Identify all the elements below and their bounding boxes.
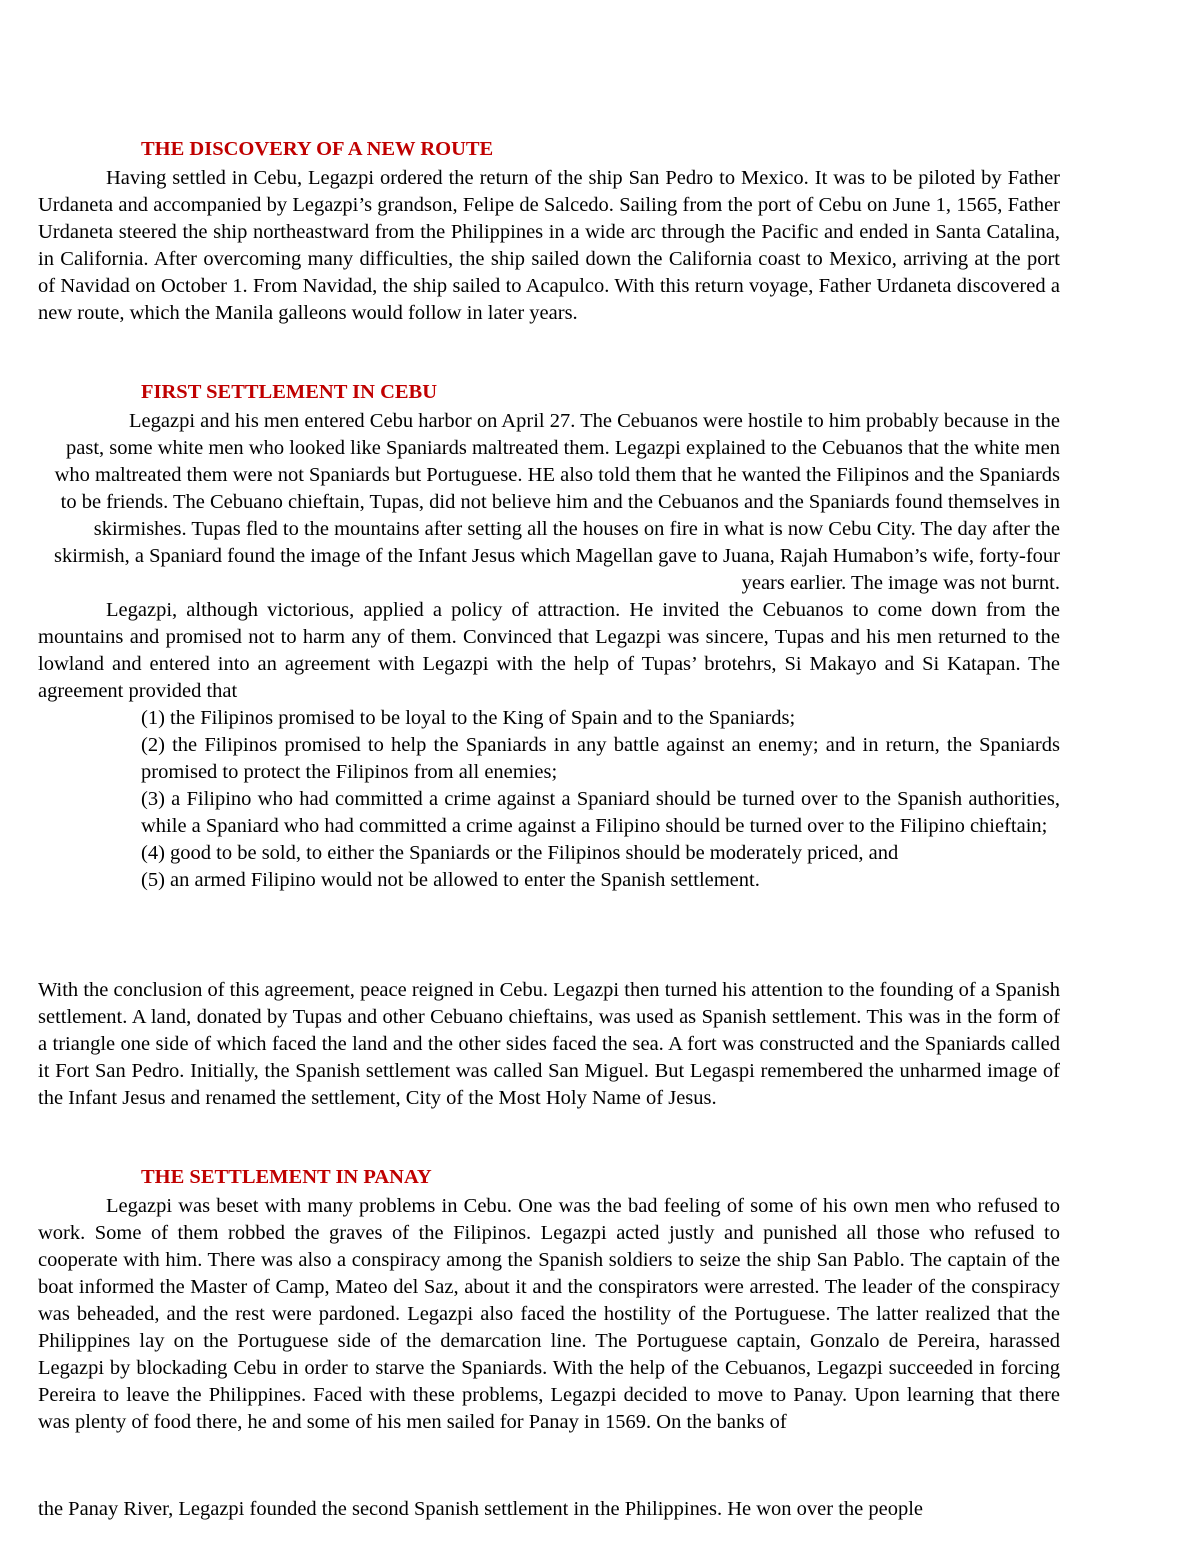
heading-settlement-panay: THE SETTLEMENT IN PANAY xyxy=(141,1166,432,1188)
agreement-list xyxy=(38,705,1060,894)
section-first-settlement xyxy=(38,408,1060,894)
paragraph-panay: Legazpi was beset with many problems in Cebu. One was the bad feeling of some of his own men who refused to work. Some of them robbed the graves of the Filipinos. Legazpi acted justly and punished all those who refused to cooperate with him. There was also a conspiracy among the Spanish soldiers to seize the ship San Pablo. The captain of the boat informed the Master of Camp, Mateo del Saz, about it and the conspirators were arrested. The leader of the conspiracy was beheaded, and the rest were pardoned. Legazpi also faced the hostility of the Portuguese. The latter realized that the Philippines lay on the Portuguese side of the demarcation line. The Portuguese captain, Gonzalo de Pereira, harassed Legazpi by blockading Cebu in order to starve the Spaniards. With the help of the Cebuanos, Legazpi succeeded in forcing Pereira to leave the Philippines. Faced with these problems, Legazpi decided to move to Panay. Upon learning that there was plenty of food there, he and some of his men sailed for Panay in 1569. On the banks of xyxy=(38,1195,1060,1433)
paragraph-policy-of-attraction: Legazpi, although victorious, applied a policy of attraction. He invited the Cebuanos to come down from the mountains and promised not to harm any of them. Convinced that Legazpi was sincere, Tupas and his men returned to the lowland and entered into an agreement with Legazpi with the help of Tupas’ brotehrs, Si Makayo and Si Katapan. The agreement provided that xyxy=(38,599,1060,702)
agreement-item: (5) an armed Filipino would not be allowed to enter the Spanish settlement. xyxy=(141,869,760,891)
heading-first-settlement-cebu: FIRST SETTLEMENT IN CEBU xyxy=(141,381,438,403)
paragraph-cebu-harbor: Legazpi and his men entered Cebu harbor on April 27. The Cebuanos were hostile to him probably because in the past, some white men who looked like Spaniards maltreated them. Legazpi explained to the Cebuanos that the white men who maltreated them were not Spaniards but Portuguese. HE also told them that he wanted the Filipinos and the Spaniards to be friends. The Cebuano chieftain, Tupas, did not believe him and the Cebuanos and the Spaniards found themselves in skirmishes. Tupas fled to the mountains after setting all the houses on fire in what is now Cebu City. The day after the skirmish, a Spaniard found the image of the Infant Jesus which Magellan gave to Juana, Rajah Humabon’s wife, forty-four years earlier. The image was not burnt. xyxy=(54,410,1060,594)
agreement-item: (2) the Filipinos promised to help the Spaniards in any battle against an enemy; and in return, the Spaniards promised to protect the Filipinos from all enemies; xyxy=(141,734,1060,783)
agreement-item: (1) the Filipinos promised to be loyal to the King of Spain and to the Spaniards; xyxy=(141,707,796,729)
paragraph-peace-reigned: With the conclusion of this agreement, peace reigned in Cebu. Legazpi then turned his attention to the founding of a Spanish settlement. A land, donated by Tupas and other Cebuano chieftains, was used as Spanish settlement. This was in the form of a triangle one side of which faced the land and the other sides faced the sea. A fort was constructed and the Spaniards called it Fort San Pedro. Initially, the Spanish settlement was called San Miguel. But Legaspi remembered the unharmed image of the Infant Jesus and renamed the settlement, City of the Most Holy Name of Jesus. xyxy=(38,979,1060,1109)
section-continuation xyxy=(38,1496,1060,1523)
section-settlement-founding xyxy=(38,977,1060,1112)
section-panay xyxy=(38,1193,1060,1436)
paragraph-continuation: the Panay River, Legazpi founded the second Spanish settlement in the Philippines. He won over the people xyxy=(38,1498,924,1520)
section-discovery xyxy=(38,165,1060,327)
heading-discovery-new-route: THE DISCOVERY OF A NEW ROUTE xyxy=(141,138,494,160)
agreement-item: (3) a Filipino who had committed a crime against a Spaniard should be turned over to the Spanish authorities, while a Spaniard who had committed a crime against a Filipino should be turned over to the Filipino chieftain; xyxy=(141,788,1060,837)
agreement-item: (4) good to be sold, to either the Spaniards or the Filipinos should be moderately priced, and xyxy=(141,842,899,864)
paragraph-discovery: Having settled in Cebu, Legazpi ordered the return of the ship San Pedro to Mexico. It was to be piloted by Father Urdaneta and accompanied by Legazpi’s grandson, Felipe de Salcedo. Sailing from the port of Cebu on June 1, 1565, Father Urdaneta steered the ship northeastward from the Philippines in a wide arc through the Pacific and ended in Santa Catalina, in California. After overcoming many difficulties, the ship sailed down the California coast to Mexico, arriving at the port of Navidad on October 1. From Navidad, the ship sailed to Acapulco. With this return voyage, Father Urdaneta discovered a new route, which the Manila galleons would follow in later years. xyxy=(38,167,1060,324)
